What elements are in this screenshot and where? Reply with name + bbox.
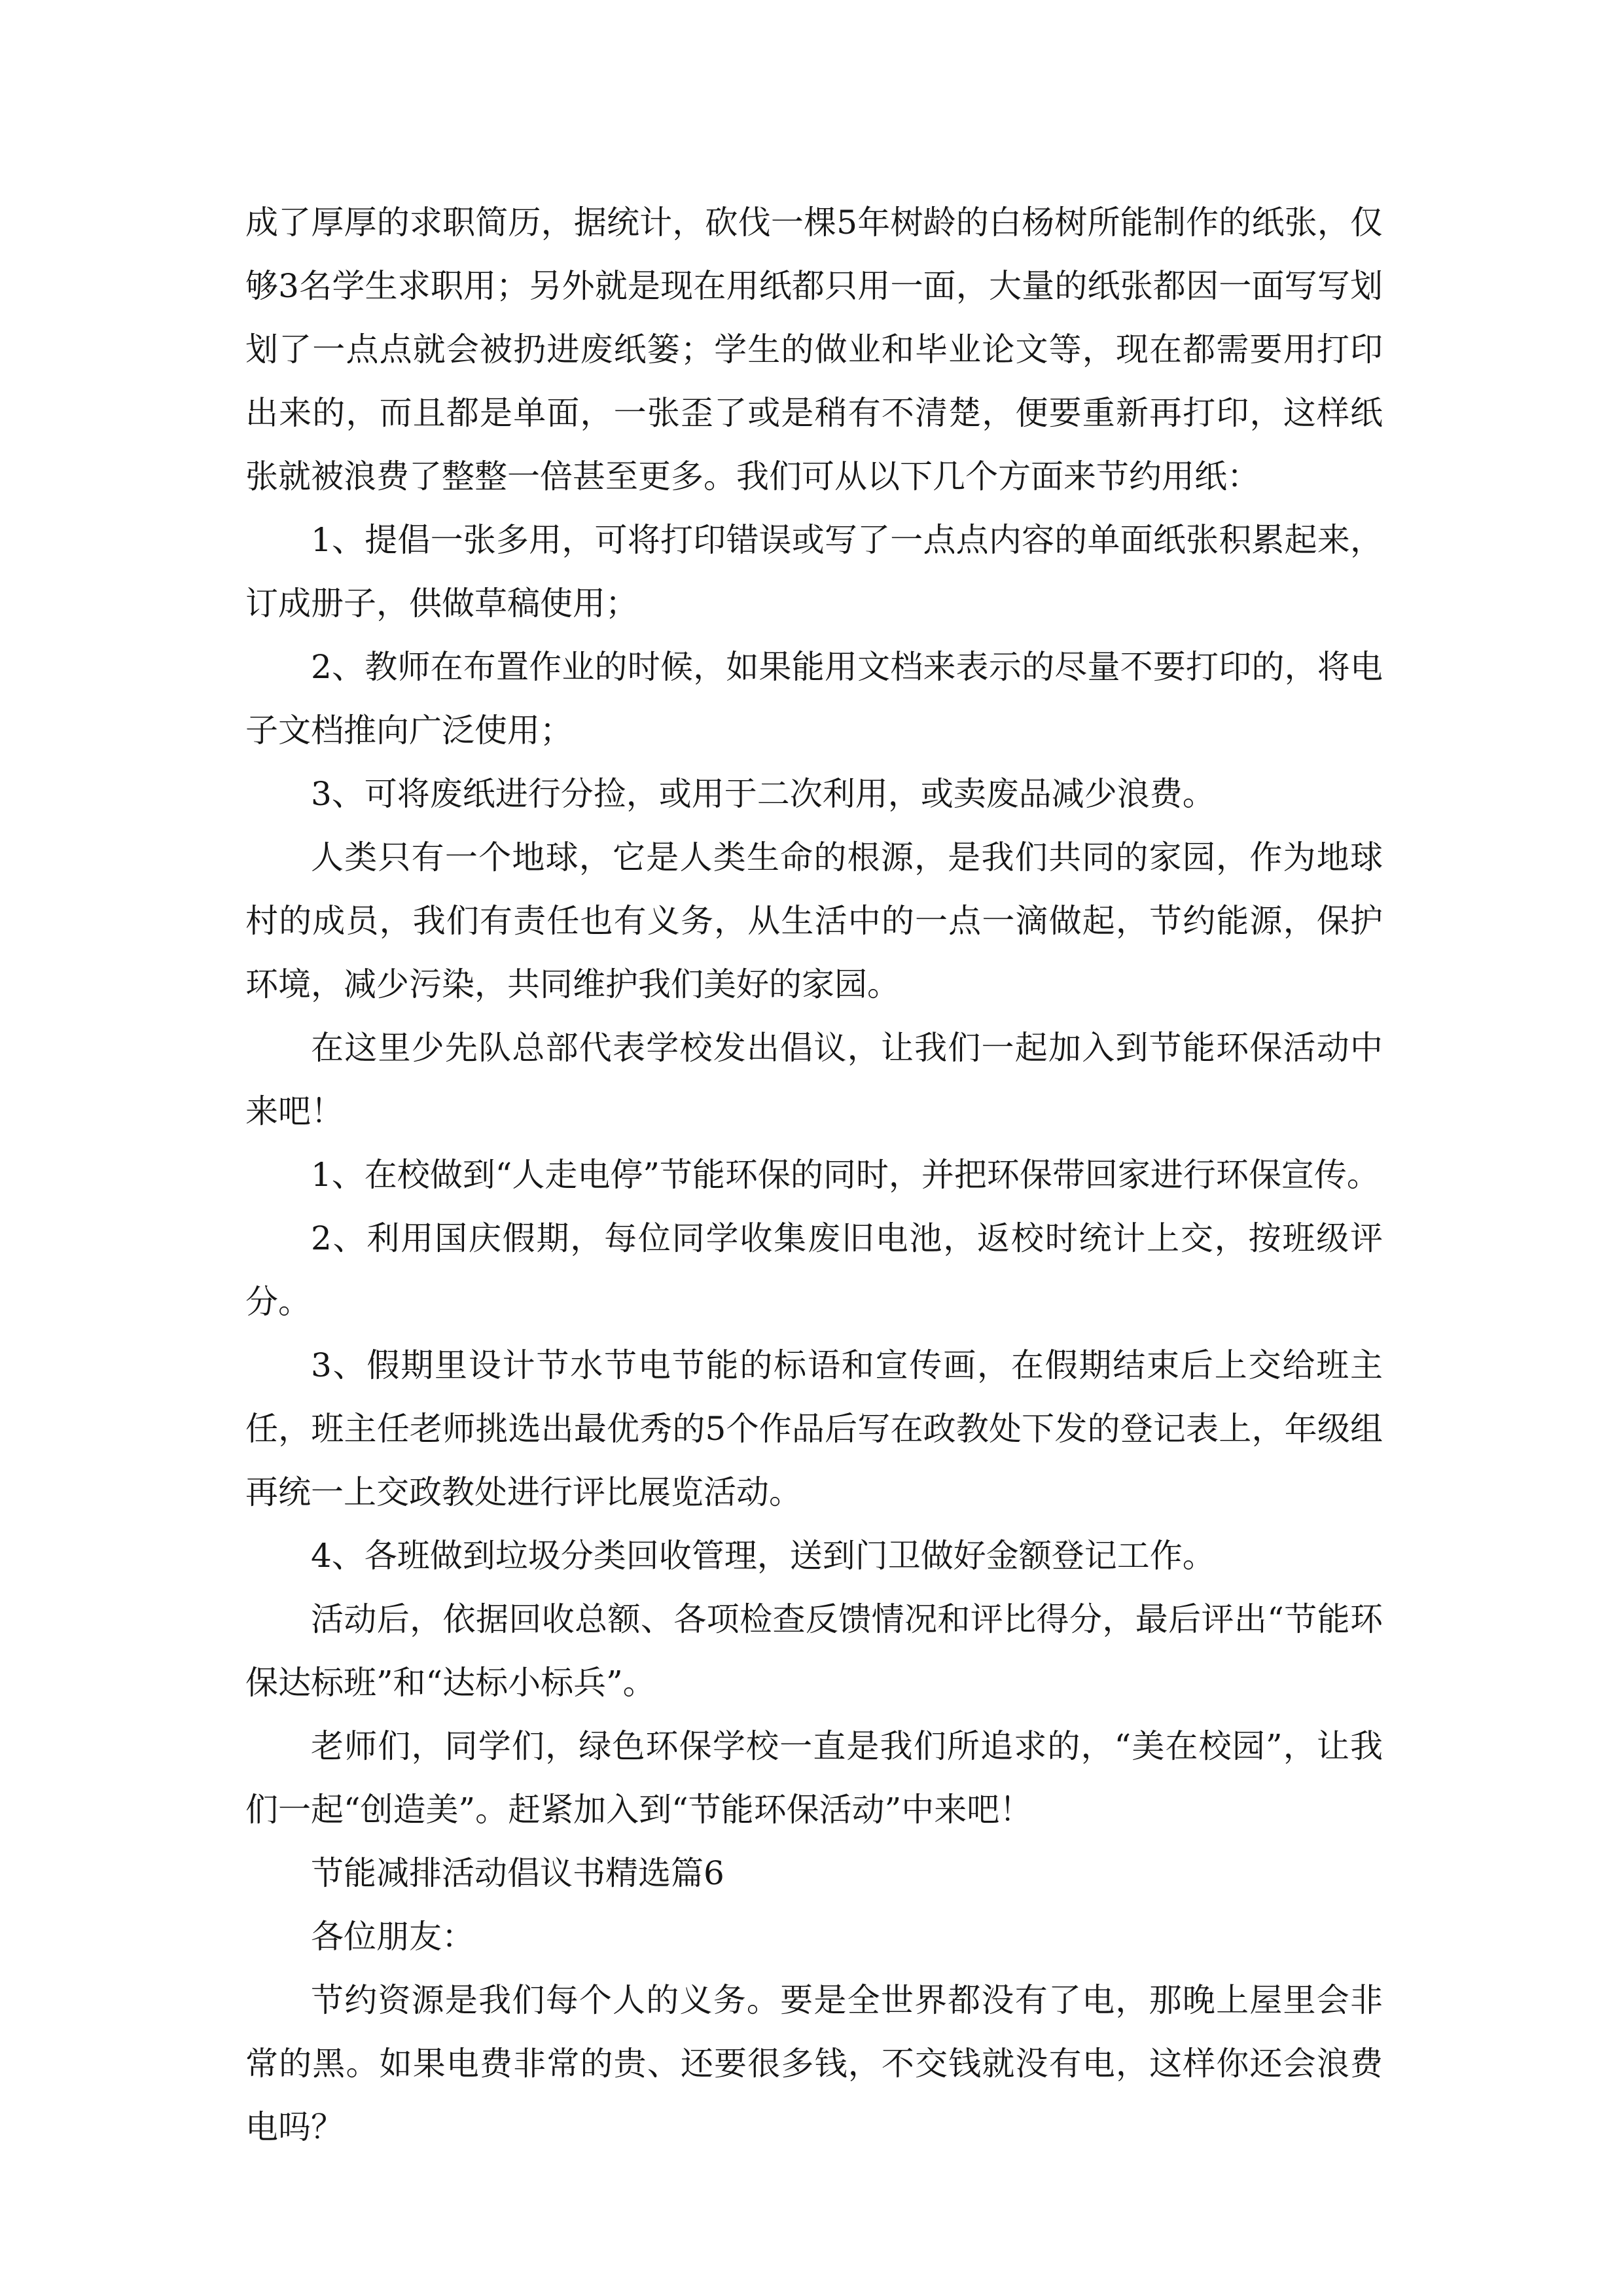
paragraph-one-earth: 人类只有一个地球，它是人类生命的根源，是我们共同的家园，作为地球村的成员，我们有责任也有义务，从生活中的一点一滴做起，节约能源，保护环境，减少污染，共同维护我们美好的家园。 xyxy=(245,838,1383,1003)
salutation: 各位朋友： xyxy=(311,1918,474,1956)
section-heading: 节能减排活动倡议书精选篇6 xyxy=(311,1854,724,1892)
paragraph-item-1-reuse-paper: 1、提倡一张多用，可将打印错误或写了一点点内容的单面纸张积累起来，订成册子，供做草稿使用； xyxy=(245,521,1383,622)
paragraph-paper-saving-intro: 成了厚厚的求职简历，据统计，砍伐一棵5年树龄的白杨树所能制作的纸张，仅够3名学生求职用；另外就是现在用纸都只用一面，大量的纸张都因一面写写划划了一点点就会被扔进废纸篓；学生的做业和毕业论文等，现在都需要用打印出来的，而且都是单面，一张歪了或是稍有不清楚，便要重新再打印，这样纸张就被浪费了整整一倍甚至更多。我们可从以下几个方面来节约用纸： xyxy=(245,204,1383,495)
paragraph-closing-appeal: 老师们，同学们，绿色环保学校一直是我们所追求的，“美在校园”，让我们一起“创造美”。赶紧加入到“节能环保活动”中来吧！ xyxy=(245,1727,1383,1829)
document-body xyxy=(245,191,1383,2159)
paragraph-action-4: 4、各班做到垃圾分类回收管理，送到门卫做好金额登记工作。 xyxy=(311,1537,1215,1575)
paragraph-evaluation: 活动后，依据回收总额、各项检查反馈情况和评比得分，最后评出“节能环保达标班”和“达标小标兵”。 xyxy=(245,1600,1383,1702)
paragraph-action-1: 1、在校做到“人走电停”节能环保的同时，并把环保带回家进行环保宣传。 xyxy=(311,1156,1380,1194)
paragraph-item-3-sort-waste-paper: 3、可将废纸进行分捡，或用于二次利用，或卖废品减少浪费。 xyxy=(311,775,1215,813)
paragraph-item-2-electronic-docs: 2、教师在布置作业的时候，如果能用文档来表示的尽量不要打印的，将电子文档推向广泛使用； xyxy=(245,648,1383,749)
paragraph-initiative-call: 在这里少先队总部代表学校发出倡议，让我们一起加入到节能环保活动中来吧！ xyxy=(245,1029,1383,1130)
paragraph-action-3: 3、假期里设计节水节电节能的标语和宣传画，在假期结束后上交给班主任，班主任老师挑选出最优秀的5个作品后写在政教处下发的登记表上，年级组再统一上交政教处进行评比展览活动。 xyxy=(245,1346,1383,1511)
paragraph-action-2: 2、利用国庆假期，每位同学收集废旧电池，返校时统计上交，按班级评分。 xyxy=(245,1219,1383,1321)
paragraph-save-resources: 节约资源是我们每个人的义务。要是全世界都没有了电，那晚上屋里会非常的黑。如果电费非常的贵、还要很多钱，不交钱就没有电，这样你还会浪费电吗？ xyxy=(245,1981,1383,2146)
